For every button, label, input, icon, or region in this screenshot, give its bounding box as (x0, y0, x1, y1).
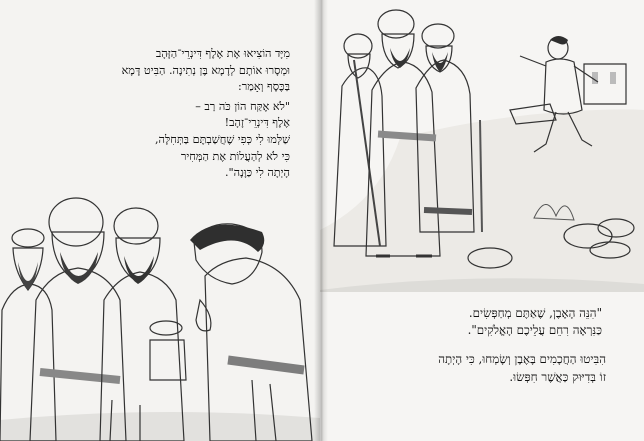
sage-figure (100, 208, 186, 441)
text-line: זוֹ בְּדִיּוּק כַּאֲשֶׁר חִפְּשׂוּ. (509, 370, 606, 384)
quote-line: אֶלֶף דִּינְרֵי־זָהָב! (224, 116, 290, 130)
left-page (0, 0, 320, 441)
quote-line: שַׁלְּמוּ לִי כְּפִי שֶׁחֲשַׁבְתֶּם בַּתְּחִלָּה, (154, 132, 290, 146)
quote-line: "הִנֵּה הָאֶבֶן, שֶׁאַתֶּם מְחַפְּשִׂים. (468, 306, 602, 320)
right-page (320, 0, 644, 441)
text-line: הִבִּיטוּ הַחֲכָמִים בָּאֶבֶן וְשָׂמְחוּ, כִּי הָיְתָה (438, 352, 606, 366)
quote-line: כִּי לֹא לְהַעֲלוֹת אֶת הַמְּחִיר (180, 149, 290, 163)
dama-figure (190, 224, 312, 441)
building-icon (584, 64, 626, 104)
right-page-narration (438, 350, 606, 386)
illustration-sages-and-dama (0, 0, 320, 441)
right-page-quote (468, 305, 602, 339)
quote-line: הָיְתָה לִי כַּוָּנָה". (224, 166, 290, 180)
quote-line: "לֹא אֶקַּח הוֹן כֹּה רַב – (195, 99, 290, 113)
sage-figure (0, 229, 56, 441)
text-line: וּמְסָרוּ אוֹתָם לְדָמָא בֶּן נְתִינָה. הַבִּיט דָּמָא (121, 63, 290, 77)
text-line: מִיָּד הוֹצִיאוּ אֶת אֶלֶף דִּינְרֵי־הַזָּהָב (155, 47, 290, 60)
text-line: בַּכֶּסֶף וְאָמַר: (237, 80, 290, 94)
quote-line: כַּנִּרְאֶה רִחֵם עֲלֵיכֶם הָאֱלֹקִים". (467, 323, 602, 337)
